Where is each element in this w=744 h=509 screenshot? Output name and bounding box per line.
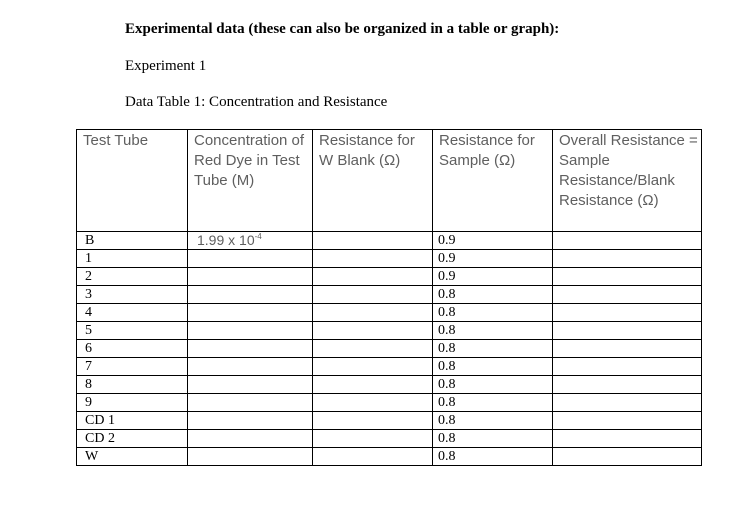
cell-concentration: [188, 412, 313, 430]
cell-concentration: [188, 232, 313, 250]
table-row: [77, 358, 702, 376]
header-resistance-blank: Resistance for W Blank (Ω): [313, 130, 433, 232]
cell-concentration: [188, 322, 313, 340]
cell-resistance-sample: 0.8: [433, 322, 553, 340]
cell-test-tube: B: [77, 232, 188, 250]
cell-overall-resistance: [553, 448, 702, 466]
cell-resistance-blank: [313, 322, 433, 340]
cell-test-tube: 5: [77, 322, 188, 340]
table-row: [77, 322, 702, 340]
cell-overall-resistance: [553, 412, 702, 430]
cell-resistance-blank: [313, 448, 433, 466]
cell-overall-resistance: [553, 358, 702, 376]
cell-concentration: [188, 268, 313, 286]
cell-overall-resistance: [553, 430, 702, 448]
cell-test-tube: 1: [77, 250, 188, 268]
table-row: [77, 250, 702, 268]
cell-test-tube: CD 2: [77, 430, 188, 448]
cell-concentration: [188, 250, 313, 268]
page-heading: Experimental data (these can also be organized in a table or graph):: [125, 21, 560, 37]
cell-resistance-sample: 0.8: [433, 448, 553, 466]
table-row: [77, 448, 702, 466]
header-concentration: Concentration of Red Dye in Test Tube (M): [188, 130, 313, 232]
cell-test-tube: 7: [77, 358, 188, 376]
concentration-exponent: -4: [254, 232, 262, 241]
cell-resistance-sample: 0.8: [433, 286, 553, 304]
cell-resistance-blank: [313, 394, 433, 412]
cell-overall-resistance: [553, 304, 702, 322]
cell-resistance-blank: [313, 232, 433, 250]
cell-concentration: [188, 286, 313, 304]
table-row: [77, 412, 702, 430]
cell-test-tube: 3: [77, 286, 188, 304]
cell-resistance-sample: 0.8: [433, 412, 553, 430]
cell-test-tube: 6: [77, 340, 188, 358]
cell-test-tube: 2: [77, 268, 188, 286]
cell-resistance-sample: 0.8: [433, 358, 553, 376]
cell-overall-resistance: [553, 268, 702, 286]
cell-resistance-sample: 0.8: [433, 430, 553, 448]
cell-overall-resistance: [553, 232, 702, 250]
cell-resistance-blank: [313, 412, 433, 430]
cell-overall-resistance: [553, 322, 702, 340]
cell-resistance-blank: [313, 304, 433, 322]
header-resistance-sample: Resistance for Sample (Ω): [433, 130, 553, 232]
cell-resistance-sample: 0.8: [433, 376, 553, 394]
cell-resistance-blank: [313, 376, 433, 394]
cell-concentration: [188, 448, 313, 466]
table-row: [77, 286, 702, 304]
cell-resistance-blank: [313, 286, 433, 304]
cell-overall-resistance: [553, 340, 702, 358]
cell-test-tube: 4: [77, 304, 188, 322]
table-row: [77, 232, 702, 250]
cell-resistance-sample: 0.8: [433, 304, 553, 322]
cell-test-tube: 9: [77, 394, 188, 412]
cell-resistance-sample: 0.8: [433, 340, 553, 358]
cell-overall-resistance: [553, 286, 702, 304]
cell-resistance-sample: 0.9: [433, 268, 553, 286]
cell-resistance-sample: 0.8: [433, 394, 553, 412]
table-row: [77, 430, 702, 448]
cell-test-tube: 8: [77, 376, 188, 394]
table-caption: Data Table 1: Concentration and Resistance: [125, 94, 388, 110]
cell-resistance-sample: 0.9: [433, 232, 553, 250]
cell-concentration: [188, 358, 313, 376]
cell-test-tube: W: [77, 448, 188, 466]
header-test-tube: Test Tube: [77, 130, 188, 232]
cell-concentration: [188, 430, 313, 448]
cell-concentration: [188, 394, 313, 412]
cell-concentration: [188, 376, 313, 394]
cell-resistance-blank: [313, 250, 433, 268]
cell-overall-resistance: [553, 376, 702, 394]
cell-resistance-blank: [313, 358, 433, 376]
cell-concentration: [188, 304, 313, 322]
concentration-base: 1.99 x 10: [197, 232, 255, 248]
cell-resistance-blank: [313, 268, 433, 286]
cell-resistance-blank: [313, 430, 433, 448]
cell-overall-resistance: [553, 250, 702, 268]
data-table: [76, 129, 702, 466]
cell-overall-resistance: [553, 394, 702, 412]
cell-test-tube: CD 1: [77, 412, 188, 430]
cell-resistance-blank: [313, 340, 433, 358]
header-overall-resistance: Overall Resistance = Sample Resistance/Blank Resistance (Ω): [553, 130, 702, 232]
table-row: [77, 376, 702, 394]
table-row: [77, 394, 702, 412]
table-row: [77, 340, 702, 358]
table-header-row: [77, 130, 702, 232]
cell-resistance-sample: 0.9: [433, 250, 553, 268]
experiment-label: Experiment 1: [125, 58, 207, 74]
table-row: [77, 304, 702, 322]
cell-concentration: [188, 340, 313, 358]
table-row: [77, 268, 702, 286]
